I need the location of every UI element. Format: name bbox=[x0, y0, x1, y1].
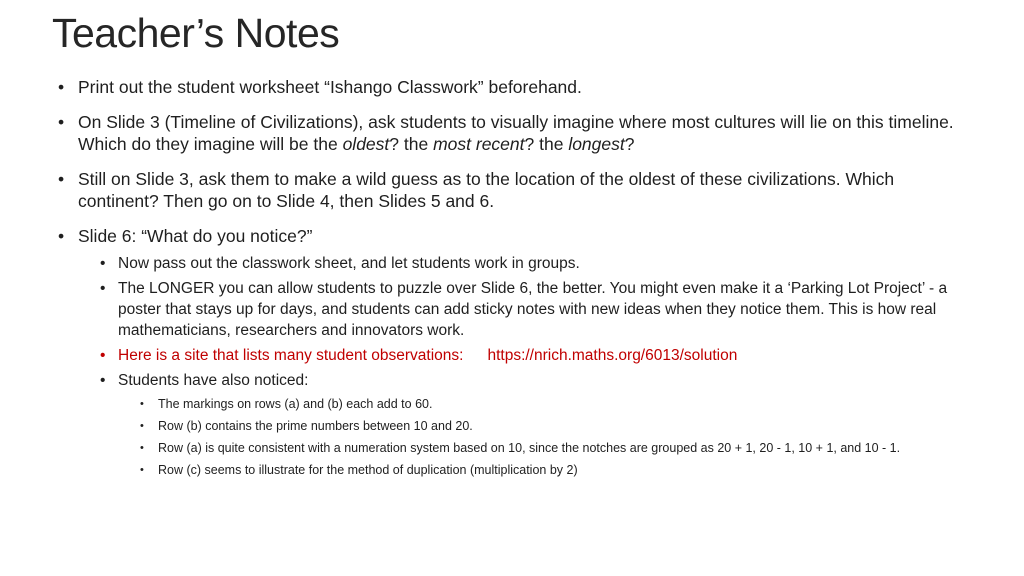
emphasis-oldest: oldest bbox=[342, 134, 390, 154]
emphasis-most-recent: most recent bbox=[433, 134, 525, 154]
bullet-text: On Slide 3 (Timeline of Civilizations), ask students to visually imagine where most cultures will lie on this timeline. Which do they imagine will be the bbox=[78, 112, 954, 154]
bullet-slide3-guess: • Still on Slide 3, ask them to make a wild guess as to the location of the oldest of these civilizations. Which continent? Then go on to Slide 4, then Slides 5 and 6. bbox=[58, 168, 968, 212]
bullet-text: ? bbox=[624, 134, 635, 154]
sub-bullet-longer: • The LONGER you can allow students to puzzle over Slide 6, the better. You might even make it a ‘Parking Lot Project’ - a poster that stays up for days, and students can add sticky notes with new ideas when they notice them. This is how real mathematicians, researchers and innovators work. bbox=[98, 278, 968, 341]
bullet-slide3-timeline bbox=[58, 111, 968, 155]
bullet-text: Slide 6: “What do you notice?” bbox=[78, 226, 313, 246]
bullet-print-worksheet: • Print out the student worksheet “Ishango Classwork” beforehand. bbox=[58, 76, 968, 98]
sub-bullet-site bbox=[98, 345, 968, 366]
bullet-text: Students have also noticed: bbox=[118, 372, 309, 389]
slide6-sub-list bbox=[98, 253, 968, 479]
noticed-sub-list bbox=[138, 396, 968, 479]
emphasis-longest: longest bbox=[568, 134, 625, 154]
bullet-list bbox=[58, 76, 968, 479]
note-duplication: • Row (c) seems to illustrate for the method of duplication (multiplication by 2) bbox=[138, 462, 968, 479]
note-rows-add-60: • The markings on rows (a) and (b) each add to 60. bbox=[138, 396, 968, 413]
page-title: Teacher’s Notes bbox=[52, 10, 340, 56]
notes-content bbox=[58, 76, 968, 484]
sub-bullet-noticed bbox=[98, 370, 968, 479]
note-prime-numbers: • Row (b) contains the prime numbers between 10 and 20. bbox=[138, 418, 968, 435]
site-text: Here is a site that lists many student observations: bbox=[118, 347, 464, 364]
bullet-slide6 bbox=[58, 225, 968, 479]
bullet-text: ? the bbox=[389, 134, 434, 154]
sub-bullet-classwork: • Now pass out the classwork sheet, and let students work in groups. bbox=[98, 253, 968, 274]
note-base-10: • Row (a) is quite consistent with a numeration system based on 10, since the notches are grouped as 20 + 1, 20 - 1, 10 + 1, and 10 - 1. bbox=[138, 440, 968, 457]
solution-link[interactable]: https://nrich.maths.org/6013/solution bbox=[487, 347, 738, 364]
bullet-text: ? the bbox=[524, 134, 569, 154]
